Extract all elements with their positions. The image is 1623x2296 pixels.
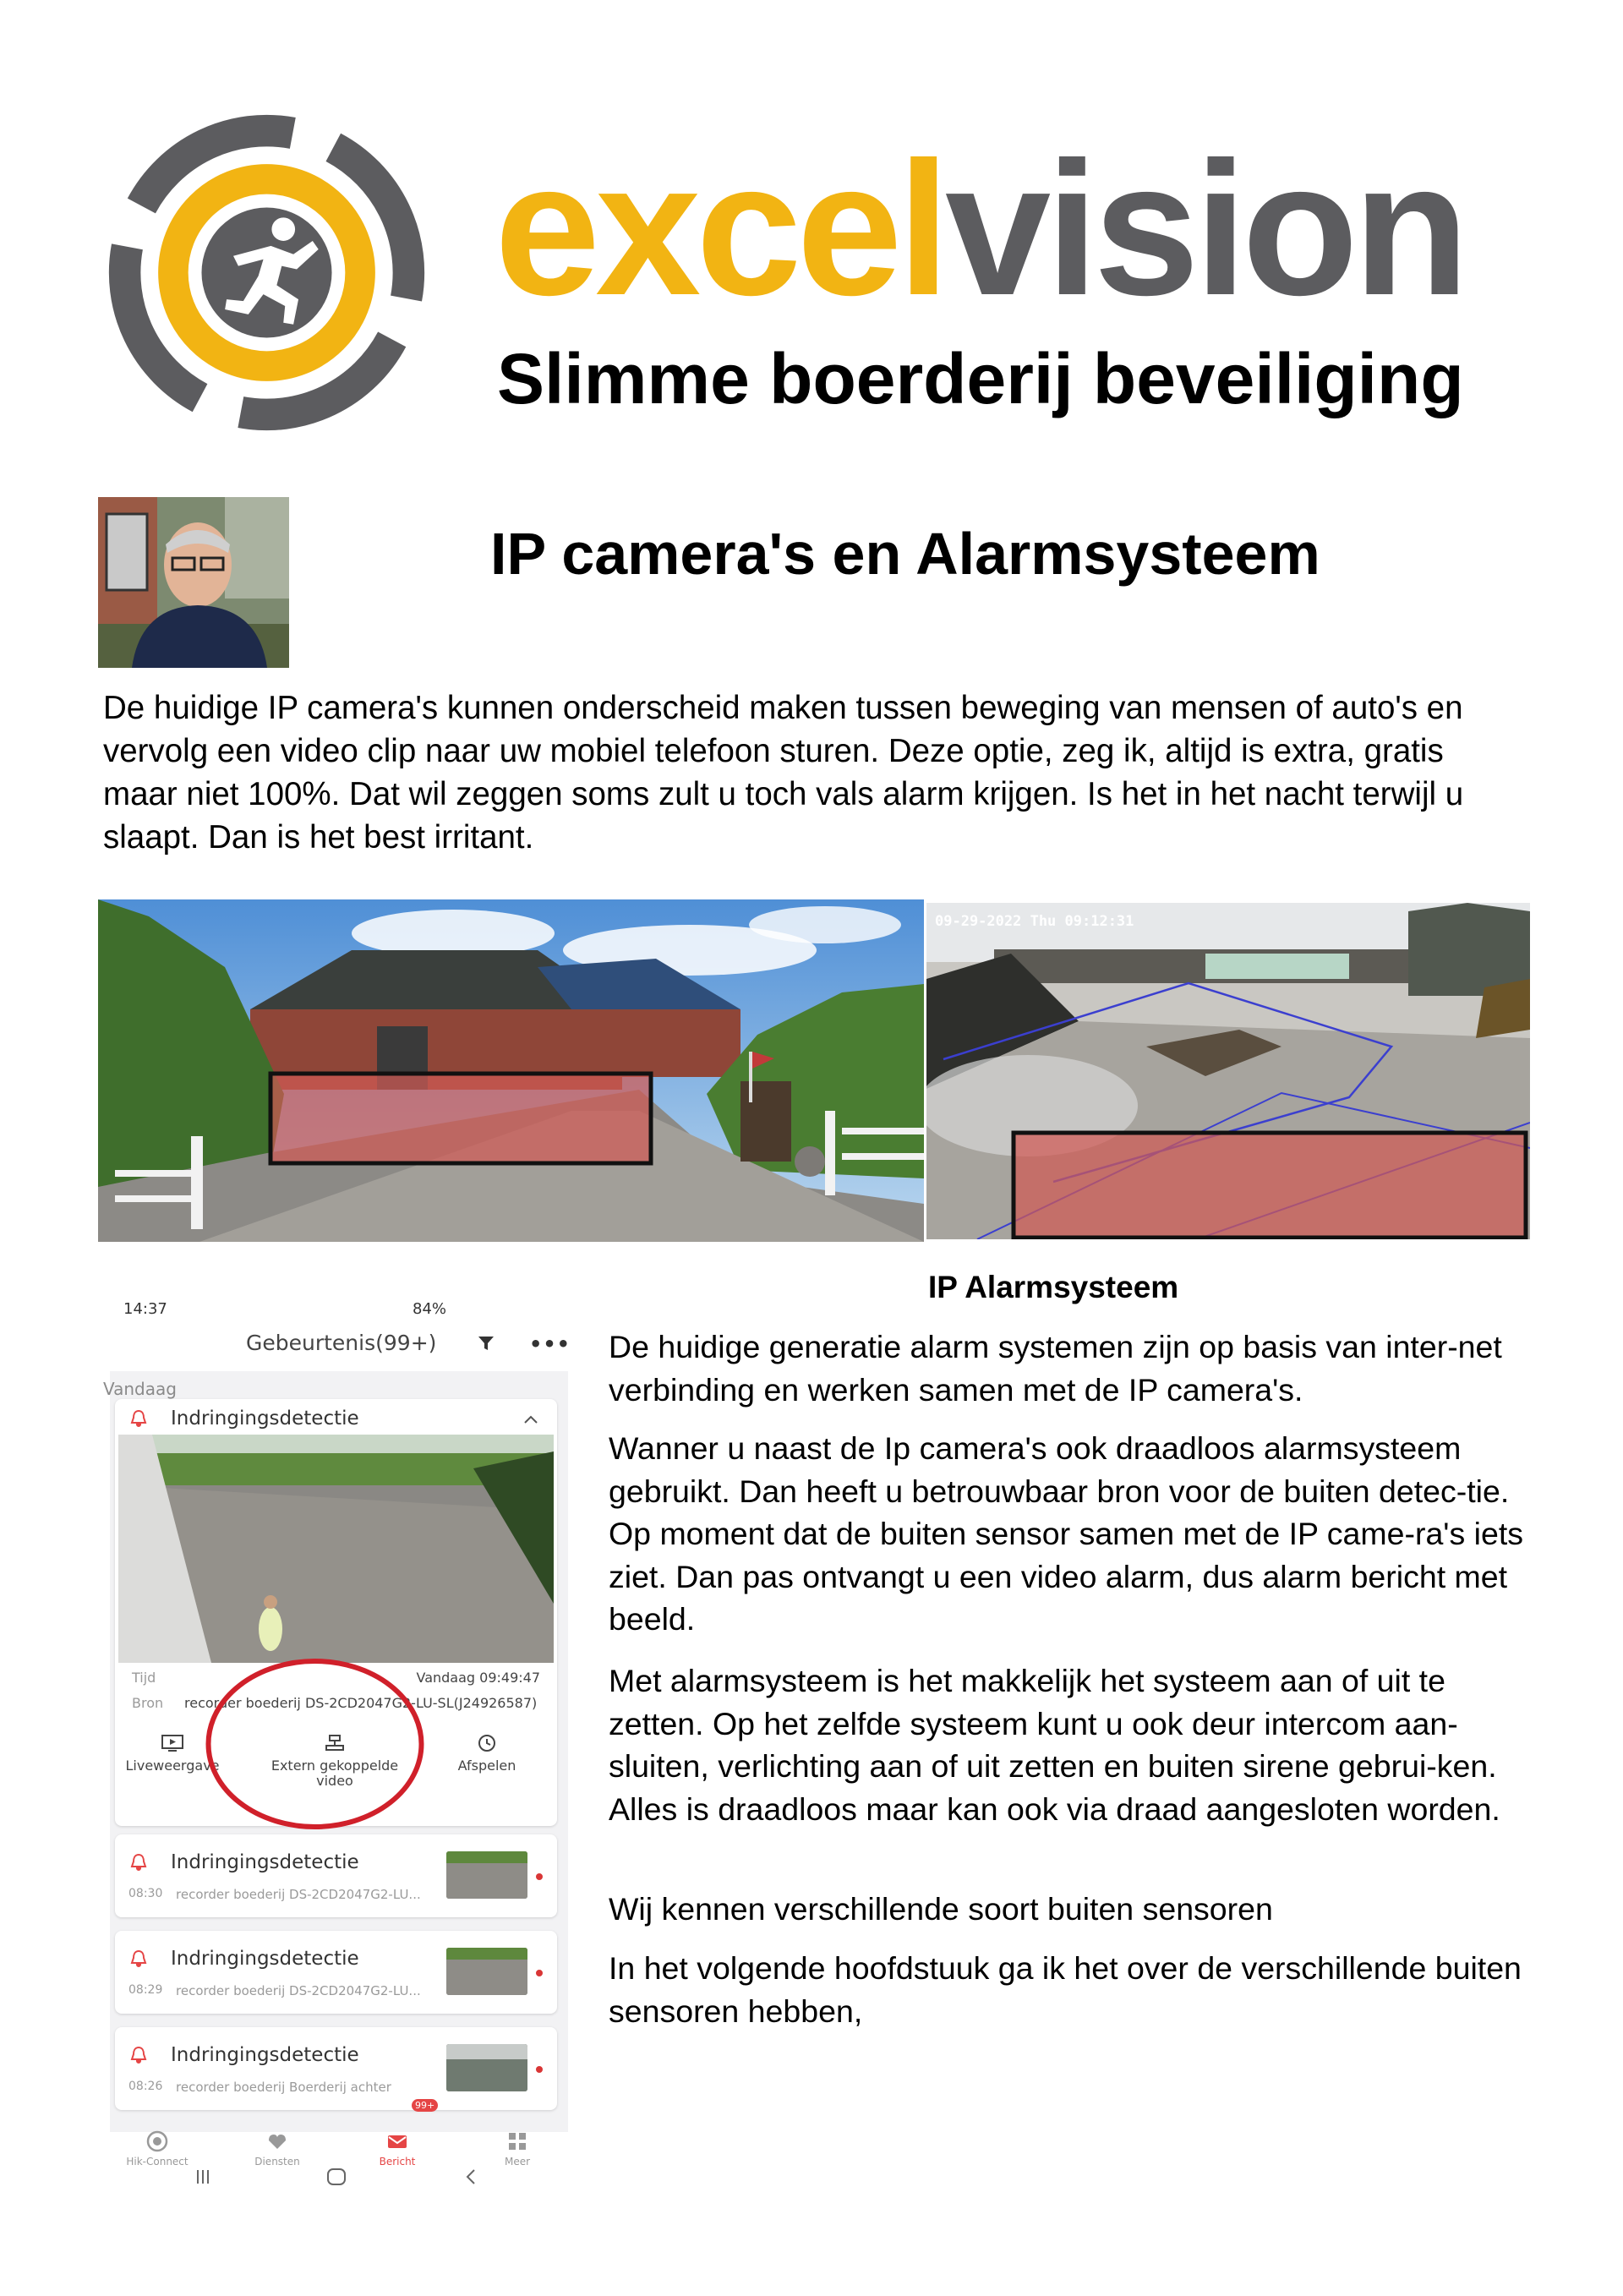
- unread-dot: [536, 1873, 543, 1880]
- event-thumbnail[interactable]: [446, 1851, 527, 1899]
- status-battery: 84%: [413, 1300, 447, 1318]
- brand-name: [495, 122, 1465, 335]
- brand-name-vision: vision: [945, 122, 1465, 335]
- event-source: recorder boederij DS-2CD2047G2-LU...: [176, 1887, 421, 1902]
- brand-name-excel: excel: [495, 122, 946, 335]
- unread-dot: [536, 1970, 543, 1976]
- event-title: Indringingsdetectie: [171, 1408, 359, 1430]
- event-thumbnail[interactable]: [446, 2044, 527, 2091]
- playback-button[interactable]: [436, 1733, 538, 1774]
- event-title: Indringingsdetectie: [171, 1851, 359, 1873]
- nav-label: Bericht: [379, 2156, 416, 2168]
- nav-meer[interactable]: [475, 2130, 560, 2168]
- source-label: Bron: [132, 1695, 164, 1711]
- today-label: Vandaag: [103, 1379, 177, 1399]
- alarm-paragraph: In het volgende hoofdstuuk ga ik het over de verschillende buiten sensoren hebben,: [609, 1950, 1522, 2029]
- section-title: IP camera's en Alarmsysteem: [490, 521, 1320, 587]
- farm-entrance-photo: [98, 899, 924, 1242]
- event-video-snapshot[interactable]: [118, 1435, 554, 1663]
- time-value: Vandaag 09:49:47: [416, 1670, 540, 1686]
- author-photo: [98, 497, 289, 668]
- home-icon[interactable]: [325, 2167, 347, 2187]
- playback-label: Afspelen: [457, 1758, 516, 1774]
- cctv-camera-photo: [926, 903, 1530, 1239]
- time-label: Tijd: [132, 1670, 156, 1686]
- intro-paragraph: De huidige IP camera's kunnen onderscheid maken tussen beweging van mensen of auto's en vervolg een video clip naar uw mobiel telefoon sturen. Deze optie, zeg ik, altijd is extra, gratis maar niet 100%. Dat wil zeggen soms zult u toch vals alarm krijgen. Is het in het nacht terwijl u slaapt. Dan is het best irritant.: [103, 690, 1464, 856]
- linked-video-label: Extern gekoppelde video: [270, 1758, 399, 1789]
- nav-hik-connect[interactable]: [115, 2130, 199, 2168]
- hik-connect-icon: [146, 2130, 168, 2152]
- event-card[interactable]: [115, 2027, 557, 2110]
- nav-label: Meer: [504, 2156, 531, 2168]
- more-options-icon[interactable]: •••: [529, 1332, 571, 1356]
- nav-label: Diensten: [254, 2156, 300, 2168]
- excellvision-logo-icon: [100, 106, 434, 440]
- camera-timestamp: 09-29-2022 Thu 09:12:31: [935, 913, 1134, 930]
- chevron-up-icon[interactable]: [523, 1414, 538, 1424]
- event-time: 08:26: [128, 2080, 163, 2093]
- event-title: Indringingsdetectie: [171, 2044, 359, 2066]
- recent-apps-icon[interactable]: [193, 2167, 213, 2187]
- back-icon[interactable]: [462, 2167, 479, 2187]
- alarm-paragraph: Met alarmsysteem is het makkelijk het systeem aan of uit te zetten. Op het zelfde systeem kunt u ook deur intercom aan-sluiten, verlichting aan of uit zetten en buiten sirene gebrui-ken. Alles is draadloos maar kan ook via draad aangesloten worden.: [609, 1663, 1500, 1827]
- event-card[interactable]: [115, 1931, 557, 2014]
- services-icon: [266, 2130, 288, 2152]
- tagline: Slimme boerderij beveiliging: [497, 339, 1464, 418]
- alarm-paragraph: De huidige generatie alarm systemen zijn op basis van inter-net verbinding en werken samen met de IP camera's.: [609, 1329, 1502, 1408]
- monitor-icon: [160, 1733, 185, 1753]
- event-source: recorder boederij Boerderij achter: [176, 2080, 391, 2095]
- alarm-heading: IP Alarmsysteem: [928, 1270, 1179, 1304]
- event-title: Indringingsdetectie: [171, 1948, 359, 1970]
- message-icon: [386, 2130, 408, 2152]
- bell-icon: [130, 2046, 147, 2064]
- status-time: 14:37: [123, 1300, 167, 1318]
- filter-icon[interactable]: [477, 1334, 495, 1353]
- event-card[interactable]: [115, 1834, 557, 1917]
- unread-dot: [536, 2066, 543, 2073]
- bell-icon: [130, 1853, 147, 1872]
- cctv-scene: [926, 903, 1530, 1239]
- bell-icon: [130, 1949, 147, 1968]
- event-source: recorder boederij DS-2CD2047G2-LU...: [176, 1983, 421, 1998]
- event-thumbnail[interactable]: [446, 1948, 527, 1995]
- source-value: recorder boederij DS-2CD2047G2-LU-SL(J24926587): [184, 1695, 538, 1711]
- playback-icon: [474, 1733, 500, 1753]
- live-view-label: Liveweergave: [125, 1758, 220, 1774]
- alarm-paragraph: Wij kennen verschillende soort buiten sensoren: [609, 1891, 1273, 1927]
- nav-label: Hik-Connect: [126, 2156, 189, 2168]
- highlight-circle: [203, 1655, 427, 1833]
- event-time: 08:29: [128, 1983, 163, 1997]
- nav-diensten[interactable]: [235, 2130, 320, 2168]
- nav-bericht[interactable]: [355, 2130, 440, 2168]
- bell-icon: [130, 1409, 147, 1428]
- event-time: 08:30: [128, 1887, 163, 1900]
- events-title: Gebeurtenis(99+): [246, 1331, 437, 1355]
- unread-badge: 99+: [412, 2099, 438, 2112]
- alarm-paragraph: Wanner u naast de Ip camera's ook draadloos alarmsysteem gebruikt. Dan heeft u betrouwbaar bron voor de buiten detec-tie. Op moment dat de buiten sensor samen met de IP came-ra's iets ziet. Dan pas ontvangt u een video alarm, dus alarm bericht met beeld.: [609, 1430, 1523, 1637]
- grid-icon: [506, 2130, 528, 2152]
